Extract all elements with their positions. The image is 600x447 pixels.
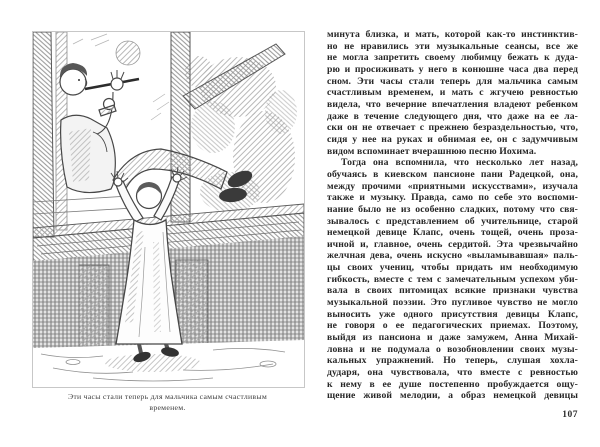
text-line: дударя, она чувствовала, что вместе с ревностью <box>327 367 578 379</box>
text-line: минута близка, и мать, которой как-то инстинктив- <box>327 29 578 40</box>
text-line: ски он не отвечает с прежнею безраздельностью, что, <box>327 122 578 134</box>
text-line: видела, что вечерние впечатления владеют ребенком <box>327 98 578 110</box>
text-line: выносить уже одного присутствия девицы Клапс, <box>327 308 578 320</box>
text-line: сидя у нее на руках и обнимая ее, он с задумчивым <box>327 133 578 145</box>
page-number: 107 <box>562 410 578 420</box>
text-line: вала в своих питомицах всякие признаки чувства <box>327 285 578 297</box>
text-line: видом вспоминает вчерашнюю песню Иохима. <box>327 145 537 157</box>
text-line: но не нравились эти музыкальные сеансы, все же <box>327 40 578 52</box>
caption-line: временем. <box>149 402 186 412</box>
text-line: между прочими «приятными искусствами», изучала <box>327 180 578 192</box>
text-line: Тогда она вспомнила, что несколько лет назад, <box>341 157 578 169</box>
text-line: к нему в ее душе постепенно пробуждается ощу- <box>327 378 578 390</box>
text-line: даже в течение следующего дня, что даже на ее ла- <box>327 110 578 122</box>
text-line: кальных упражнений. Но теперь, слушая хохла- <box>327 355 578 367</box>
text-line: сном. Эти часы стали теперь для мальчика самым <box>327 75 578 87</box>
text-line: немецкой девице Клапс, очень тощей, очень проза- <box>327 227 578 239</box>
text-line: ловна и не подумала о возобновлении своих музы- <box>327 343 578 355</box>
text-line: зывалось с представлением об учительнице, старой <box>327 215 578 227</box>
text-line: желчная дева, очень искусно «выламывавшая» паль- <box>327 250 578 262</box>
illustration <box>33 32 304 387</box>
text-line: также и музыку. Правда, само по себе это воспоми- <box>327 192 578 204</box>
text-line: щение живой мелодии, а образ немецкой девицы <box>327 390 578 402</box>
text-line: счастливым временем, и мать с жгучею ревностью <box>327 87 578 99</box>
text-line: цы своих учениц, чтобы придать им необходимую <box>327 262 578 274</box>
left-post <box>33 32 54 237</box>
illustration-caption <box>24 392 311 413</box>
text-line: рю и просиживать у него в конюшне часа два перед <box>327 63 578 75</box>
moon <box>116 41 140 65</box>
text-line: музыкальной поэзии. Это пугливое чувство не могло <box>327 297 578 309</box>
illustration-frame <box>32 31 305 388</box>
text-line: гибкость, вместе с тем с замечательным успехом уби- <box>327 273 578 285</box>
text-line: не говоря о ее педагогических приемах. Поэтому, <box>327 320 578 332</box>
text-line: обучаясь в киевском пансионе пани Радецкой, она, <box>327 168 578 180</box>
text-line: не могла запретить своему любимцу бежать к дуда- <box>327 52 578 64</box>
text-line: нание было не из особенно сладких, потому что свя- <box>327 203 578 215</box>
caption-line: Эти часы стали теперь для мальчика самым счастливым <box>67 392 268 401</box>
text-line: выйдя из пансиона и даже замужем, Анна Михай- <box>327 332 578 344</box>
text-column <box>327 29 578 402</box>
text-line: ичной и, главное, очень сердитой. Эта чрезвычайно <box>327 238 578 250</box>
